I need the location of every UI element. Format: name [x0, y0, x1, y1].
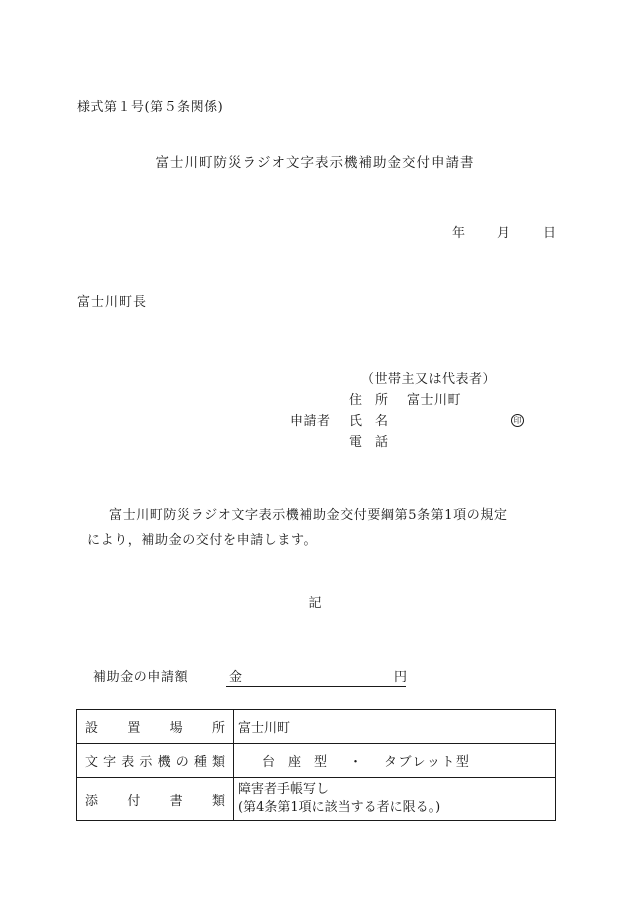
- date-year: 年: [452, 226, 466, 241]
- body-line-1: 富士川町防災ラジオ文字表示機補助金交付要綱第5条第1項の規定: [109, 508, 508, 523]
- seal-mark: 印: [511, 414, 524, 427]
- details-table: [76, 709, 556, 821]
- body-line-2: により，補助金の交付を申請します。: [87, 533, 318, 548]
- location-label: 設 置 場 所: [85, 721, 225, 736]
- amount-underline: [226, 686, 406, 687]
- name-label: 氏 名: [349, 414, 389, 429]
- form-number: 様式第１号(第５条関係): [77, 100, 224, 115]
- option-tablet-type[interactable]: タブレット型: [384, 755, 471, 770]
- table-row-attachments: [77, 778, 556, 821]
- table-row-location: [77, 710, 556, 744]
- device-type-label-cell: [77, 744, 234, 778]
- device-type-options: [234, 744, 556, 778]
- body-paragraph: [87, 503, 557, 553]
- table-row-device-type: [77, 744, 556, 778]
- ki-heading: 記: [308, 596, 322, 611]
- amount-suffix: 円: [394, 670, 408, 685]
- attachments-value: [234, 778, 556, 821]
- phone-label: 電 話: [349, 435, 389, 450]
- addressee: 富士川町長: [77, 295, 148, 310]
- option-separator: ・: [349, 755, 363, 770]
- address-value: 富士川町: [407, 393, 462, 408]
- applicant-note: （世帯主又は代表者）: [361, 372, 497, 387]
- attachment-line-1: 障害者手帳写し: [238, 782, 330, 797]
- address-label: 住 所: [349, 393, 389, 408]
- amount-label: 補助金の申請額: [93, 670, 189, 685]
- applicant-heading: 申請者: [290, 414, 331, 429]
- option-stand-type[interactable]: 台 座 型: [262, 755, 328, 770]
- date-month: 月: [497, 226, 511, 241]
- amount-prefix: 金: [229, 670, 243, 685]
- device-type-label: 文 字 表 示 機 の 種 類: [85, 755, 225, 770]
- attachments-label-cell: [77, 778, 234, 821]
- location-value: 富士川町: [234, 710, 556, 744]
- location-label-cell: [77, 710, 234, 744]
- attachments-label: 添 付 書 類: [85, 793, 225, 809]
- document-title: 富士川町防災ラジオ文字表示機補助金交付申請書: [155, 155, 475, 171]
- date-day: 日: [543, 226, 557, 241]
- attachment-line-2: (第4条第1項に該当する者に限る。): [238, 800, 441, 815]
